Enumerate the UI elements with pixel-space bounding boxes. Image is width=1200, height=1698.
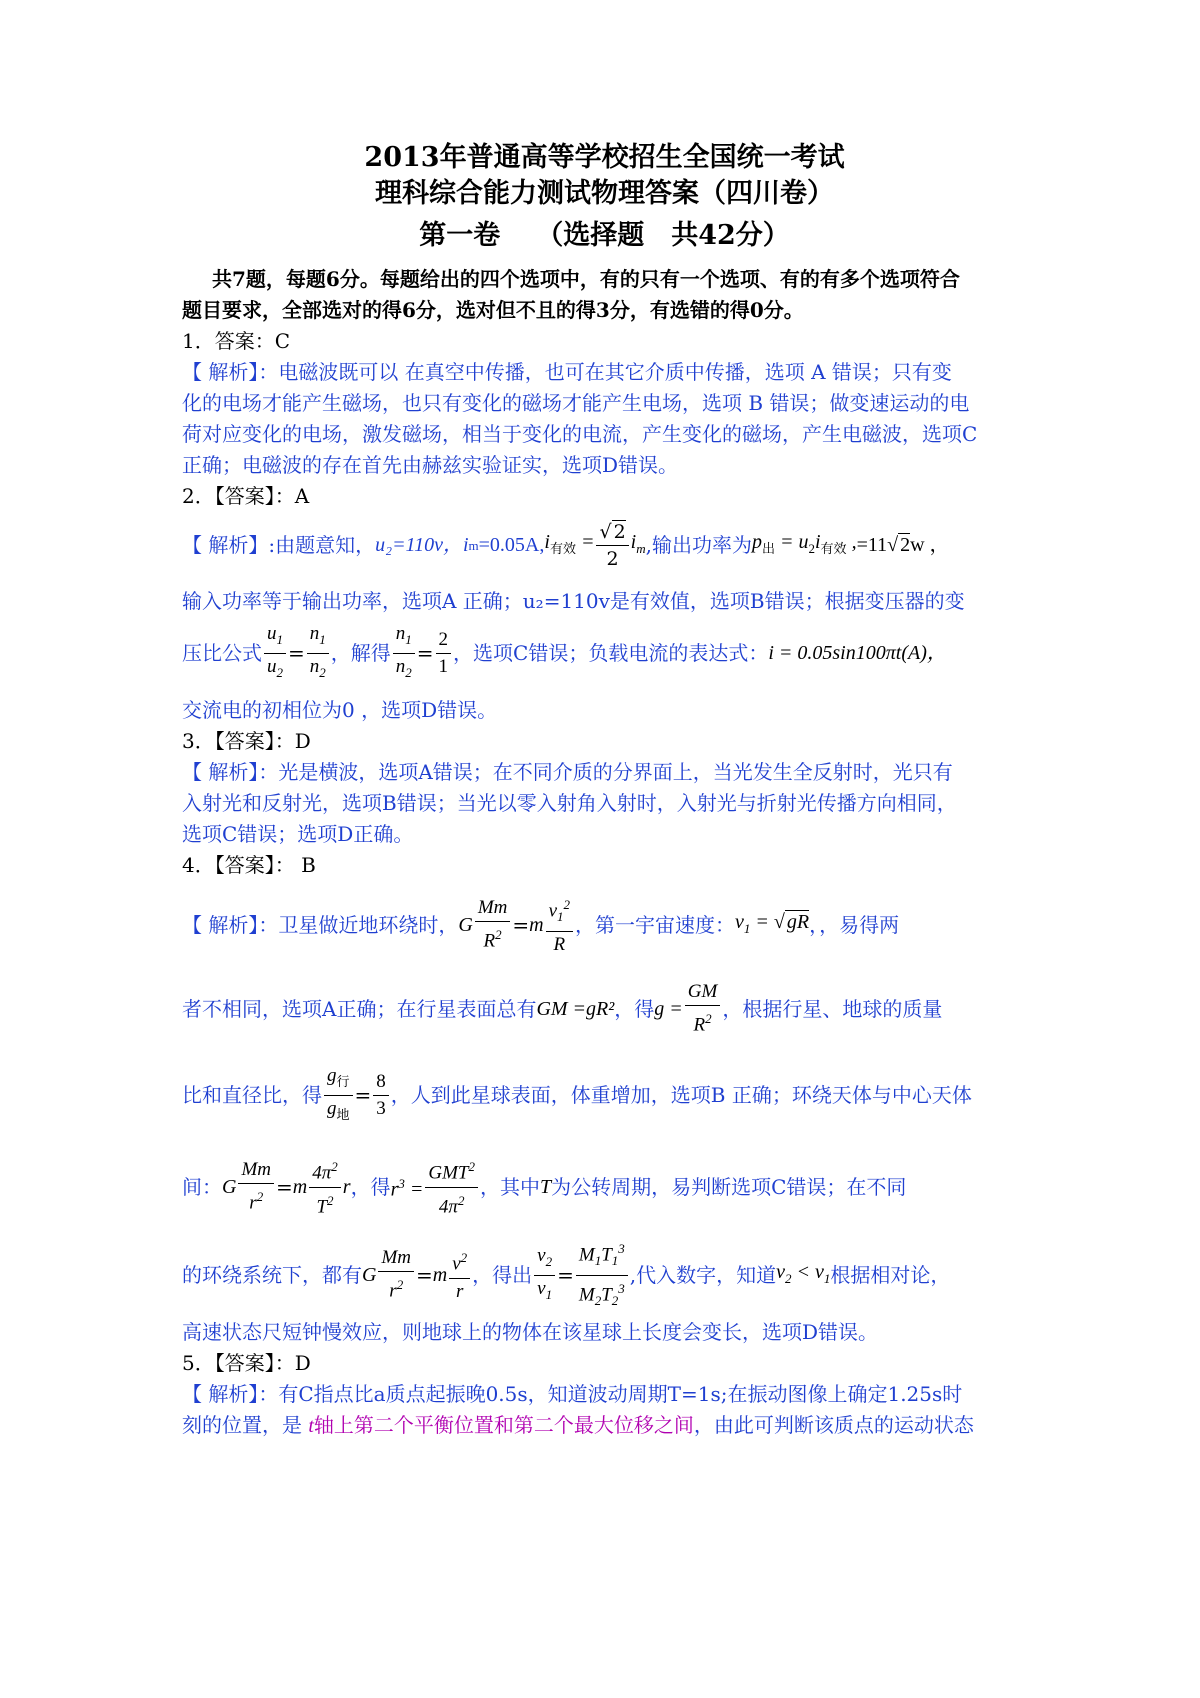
q4-explanation: 【 解析】： 卫星做近地环绕时， G $\frac{Mm}{R^2}$ = m $\frac{v_1^2}{R}$ ，第一宇宙速度： $v_1$ = √ gR ，，易得两 者不相同，选项A正确；在行星表面总有 GM =gR² ，得 g = $\frac{GM}{R^2}$ ，根据行星、地球的质量 比和直径比，得 $\frac{g_行}{g_地}$ = $\frac{8}{3}$ ，人到此星球表面，体重增加，选项B 正确；环绕天体与中心天体 间： G $\frac{Mm}{r^2}$ = m $\frac{4\pi^2}{T^2}$ r ，得 $r^3$ = $\frac{GMT^2}{4\pi^2}$ ，其中 T 为公转周期，易判断选项C错误；在不同 的环绕系统下，都有 G $\frac{Mm}{r^2}$ = m $\frac{v^2}{r}$ ，得出 $\frac{v_2}{v_1}$ = $\frac{M_1T_1^3}{M_2T_2^3}$ ,代入数字，知道 $v_2 < v_1$ 根据相对论， 高速状态尺短钟慢效应，则地球上的物体在该星球上长度会变长，选项D错误。 xyxy=(182,881,1027,1348)
q3-answer: 3．【答案】：D xyxy=(182,729,311,753)
q4-formula: T xyxy=(539,1175,552,1198)
q2-formula: √ 2 xyxy=(887,533,911,556)
q2-text: ,输出功率为 xyxy=(645,532,752,557)
q4-text: ，，易得两 xyxy=(809,912,900,937)
q1-line: 电磁波既可以 在真空中传播，也可在其它介质中传播，选项 A 错误；只有变 xyxy=(278,360,952,384)
intro-paragraph xyxy=(182,264,1027,326)
q1-answer: 1．答案：C xyxy=(182,329,291,353)
q4-fraction: $\frac{Mm}{R^2}$ xyxy=(475,895,511,954)
q2-fraction: $\frac{2}{1}$ xyxy=(436,627,452,680)
q3-line: 光是横波，选项A错误；在不同介质的分界面上，当光发生全反射时，光只有 xyxy=(278,760,953,784)
explain-tag: 【 解析】： xyxy=(182,1382,279,1406)
q4-text: 根据相对论， xyxy=(830,1262,951,1287)
q4-fraction: $\frac{Mm}{r^2}$ xyxy=(378,1245,414,1304)
q4-fraction: $\frac{8}{3}$ xyxy=(373,1069,389,1122)
q5-emphasis: 轴上第二个平衡位置和第二个最大位移之间 xyxy=(313,1413,694,1437)
q4-formula: $v_2 < v_1$ xyxy=(776,1260,831,1286)
title-line-2: 理科综合能力测试物理答案（四川卷） xyxy=(375,178,834,209)
q5-text: 刻的位置，是 xyxy=(182,1413,302,1437)
q2-fraction: $\frac{u_1}{u_2}$ xyxy=(264,621,286,686)
q4-text: 卫星做近地环绕时， xyxy=(278,912,459,937)
q4-fraction: $\frac{v^2}{r}$ xyxy=(449,1245,470,1304)
q2-formula: =0.05A, xyxy=(478,533,545,556)
q4-fraction: $\frac{M_1T_1^3}{M_2T_2^3}$ xyxy=(576,1236,628,1313)
q5-text: ，由此可判断该质点的运动状态 xyxy=(693,1413,974,1437)
q4-text: ，得出 xyxy=(472,1262,533,1287)
q3-explanation xyxy=(182,757,1027,850)
q5-line: 有C指点比a质点起振晚0.5s，知道波动周期T=1s;在振动图像上确定1.25s时 xyxy=(278,1382,963,1406)
q2-fraction: $\frac{n_1}{n_2}$ xyxy=(307,621,329,686)
q4-text: ，得 xyxy=(350,1174,391,1199)
q2-formula-pout: $p_出 = u_2i_{有效}$ , xyxy=(751,530,857,556)
q5-answer: 5．【答案】：D xyxy=(182,1351,311,1375)
q2-explanation: 【 解析】 :由题意知， u₂=110v，i m =0.05A, $i_{有效}$ = $\frac{√ 2}{2}$ $i_m$ ,输出功率为 $p_出 = u_2i_{有效}$ , =11 √ 2 w ， 输入功率等于输出功率，选项A 正确；u₂=110v是有效值，选项B错误；根据变压器的变 压比公式 $\frac{u_1}{u_2}$ = $\frac{n_1}{n_2}$ ，解得 $\frac{n_1}{n_2}$ = $\frac{2}{1}$ ，选项C错误；负载电流的表达式： i = 0.05sin100πt(A)， 交流电的初相位为0 ，选项D错误。 xyxy=(182,512,1027,726)
q2-line: 输入功率等于输出功率，选项A 正确；u₂=110v是有效值，选项B错误；根据变压器的变 xyxy=(182,589,965,613)
title-line-1: 2013年普通高等学校招生全国统一考试 xyxy=(364,142,845,173)
q4-fraction: $\frac{GM}{R^2}$ xyxy=(685,979,721,1038)
q5-formula: t xyxy=(308,1415,314,1437)
q4-fraction: $\frac{v_2}{v_1}$ xyxy=(534,1243,555,1308)
q4-formula: GM =gR² xyxy=(536,997,615,1020)
q2-formula: u₂=110v，i xyxy=(375,533,469,556)
q2-text: :由题意知， xyxy=(268,532,376,557)
q4-text: ，得 xyxy=(614,996,655,1021)
q2-formula-ieff: $i_{有效}$ = xyxy=(544,530,595,556)
q4-fraction: $\frac{4\pi^2}{T^2}$ xyxy=(309,1154,341,1220)
q2-formula: i = 0.05sin100πt(A)， xyxy=(768,641,947,664)
q1-line: 正确；电磁波的存在首先由赫兹实验证实，选项D错误。 xyxy=(182,453,679,477)
q4-text: 间： xyxy=(182,1174,222,1199)
q2-sub: m xyxy=(468,537,479,553)
explain-tag: 【 解析】： xyxy=(182,360,279,384)
explain-tag: 【 解析】： xyxy=(182,760,279,784)
q2-formula: w ， xyxy=(910,533,950,556)
q3-line: 选项C错误；选项D正确。 xyxy=(182,822,414,846)
q2-fraction: $\frac{√ 2}{2}$ xyxy=(596,519,628,572)
q3-line: 入射光和反射光，选项B错误；当光以零入射角入射时，入射光与折射光传播方向相同， xyxy=(182,791,957,815)
q4-text: ,代入数字，知道 xyxy=(629,1262,777,1287)
q4-formula: $v_1$ = √ gR xyxy=(735,910,810,936)
q2-line: 交流电的初相位为0 ，选项D错误。 xyxy=(182,698,498,722)
q2-fraction: $\frac{n_1}{n_2}$ xyxy=(393,621,415,686)
q5-explanation xyxy=(182,1379,1027,1442)
explain-tag: 【 解析】： xyxy=(182,912,279,937)
q4-line: 高速状态尺短钟慢效应，则地球上的物体在该星球上长度会变长，选项D错误。 xyxy=(182,1320,879,1344)
q4-text: ，根据行星、地球的质量 xyxy=(722,996,943,1021)
section-label: 第一卷 xyxy=(419,220,501,251)
q4-text: 比和直径比，得 xyxy=(182,1082,322,1107)
q4-text: ，其中 xyxy=(479,1174,540,1199)
q2-formula: =11 xyxy=(856,533,888,556)
intro-line: 共7题，每题6分。每题给出的四个选项中，有的只有一个选项、有的有多个选项符合 xyxy=(212,267,960,291)
q4-text: 为公转周期，易判断选项C错误；在不同 xyxy=(551,1174,907,1199)
q4-answer: 4．【答案】： B xyxy=(182,853,316,877)
intro-line: 题目要求，全部选对的得6分，选对但不且的得3分，有选错的得0分。 xyxy=(182,298,804,322)
q4-text: ，第一宇宙速度： xyxy=(575,912,736,937)
q1-line: 荷对应变化的电场，激发磁场，相当于变化的电流，产生变化的磁场，产生电磁波，选项C xyxy=(182,422,978,446)
q4-text: 的环绕系统下，都有 xyxy=(182,1262,362,1287)
q4-fraction: $\frac{g_行}{g_地}$ xyxy=(324,1063,353,1128)
q2-text: ，选项C错误；负载电流的表达式： xyxy=(453,640,769,665)
q4-fraction: $\frac{Mm}{r^2}$ xyxy=(238,1157,274,1216)
q4-text: 者不相同，选项A正确；在行星表面总有 xyxy=(182,996,537,1021)
q1-explanation xyxy=(182,357,1027,481)
q2-answer: 2．【答案】：A xyxy=(182,484,310,508)
q2-formula: $i_m$ xyxy=(630,530,646,556)
q1-line: 化的电场才能产生磁场，也只有变化的磁场才能产生电场，选项 B 错误；做变速运动的电 xyxy=(182,391,970,415)
q4-fraction: $\frac{GMT^2}{4\pi^2}$ xyxy=(425,1154,478,1220)
section-desc: （选择题 共42分） xyxy=(536,220,790,251)
q2-text: 压比公式 xyxy=(182,640,262,665)
q4-fraction: $\frac{v_1^2}{R}$ xyxy=(546,892,573,957)
section-heading xyxy=(182,218,1027,254)
document-page xyxy=(182,140,1027,1442)
q4-text: ，人到此星球表面，体重增加，选项B 正确；环绕天体与中心天体 xyxy=(390,1082,972,1107)
q2-text: ，解得 xyxy=(330,640,391,665)
explain-tag: 【 解析】 xyxy=(182,532,269,557)
